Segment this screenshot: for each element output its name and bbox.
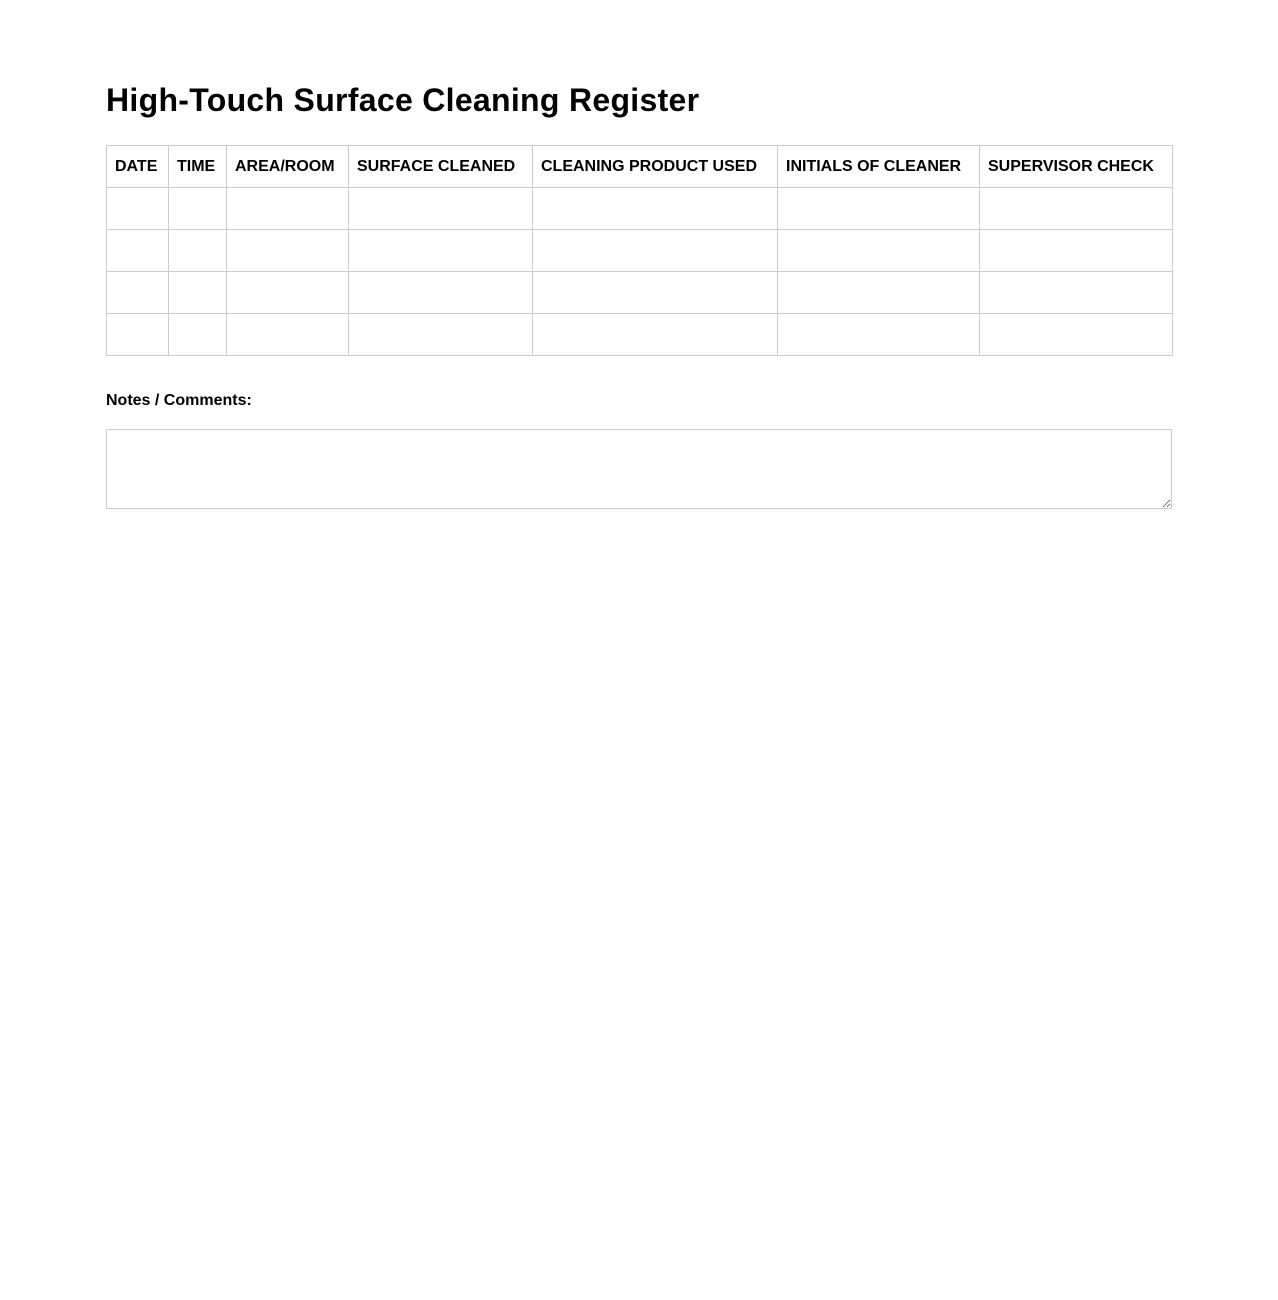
table-cell-initials[interactable] [778, 188, 980, 230]
table-cell-initials[interactable] [778, 314, 980, 356]
table-header-row [107, 146, 1173, 188]
notes-textarea[interactable] [106, 429, 1172, 509]
table-cell-cleaning-product[interactable] [533, 272, 778, 314]
column-header-initials: INITIALS OF CLEANER [778, 146, 980, 188]
table-cell-supervisor-check[interactable] [980, 230, 1173, 272]
column-header-time: TIME [169, 146, 227, 188]
table-cell-cleaning-product[interactable] [533, 314, 778, 356]
table-cell-initials[interactable] [778, 230, 980, 272]
column-header-cleaning-product: CLEANING PRODUCT USED [533, 146, 778, 188]
table-cell-surface-cleaned[interactable] [349, 230, 533, 272]
table-cell-date[interactable] [107, 230, 169, 272]
table-cell-supervisor-check[interactable] [980, 188, 1173, 230]
column-header-supervisor-check: SUPERVISOR CHECK [980, 146, 1173, 188]
table-cell-time[interactable] [169, 230, 227, 272]
column-header-date: DATE [107, 146, 169, 188]
column-header-area-room: AREA/ROOM [227, 146, 349, 188]
table-cell-area-room[interactable] [227, 272, 349, 314]
table-cell-area-room[interactable] [227, 230, 349, 272]
table-cell-time[interactable] [169, 314, 227, 356]
table-cell-supervisor-check[interactable] [980, 272, 1173, 314]
column-header-surface-cleaned: SURFACE CLEANED [349, 146, 533, 188]
table-cell-surface-cleaned[interactable] [349, 272, 533, 314]
table-cell-date[interactable] [107, 314, 169, 356]
table-cell-surface-cleaned[interactable] [349, 188, 533, 230]
table-cell-date[interactable] [107, 272, 169, 314]
table-cell-supervisor-check[interactable] [980, 314, 1173, 356]
table-cell-initials[interactable] [778, 272, 980, 314]
cleaning-register-table [106, 145, 1173, 356]
table-cell-area-room[interactable] [227, 188, 349, 230]
page-title: High-Touch Surface Cleaning Register [106, 82, 700, 118]
table-row [107, 272, 1173, 314]
table-cell-date[interactable] [107, 188, 169, 230]
table-cell-cleaning-product[interactable] [533, 230, 778, 272]
table-cell-area-room[interactable] [227, 314, 349, 356]
table-cell-time[interactable] [169, 188, 227, 230]
table-cell-cleaning-product[interactable] [533, 188, 778, 230]
table-row [107, 314, 1173, 356]
table-cell-time[interactable] [169, 272, 227, 314]
table-row [107, 188, 1173, 230]
table-cell-surface-cleaned[interactable] [349, 314, 533, 356]
notes-label: Notes / Comments: [106, 392, 252, 409]
table-row [107, 230, 1173, 272]
